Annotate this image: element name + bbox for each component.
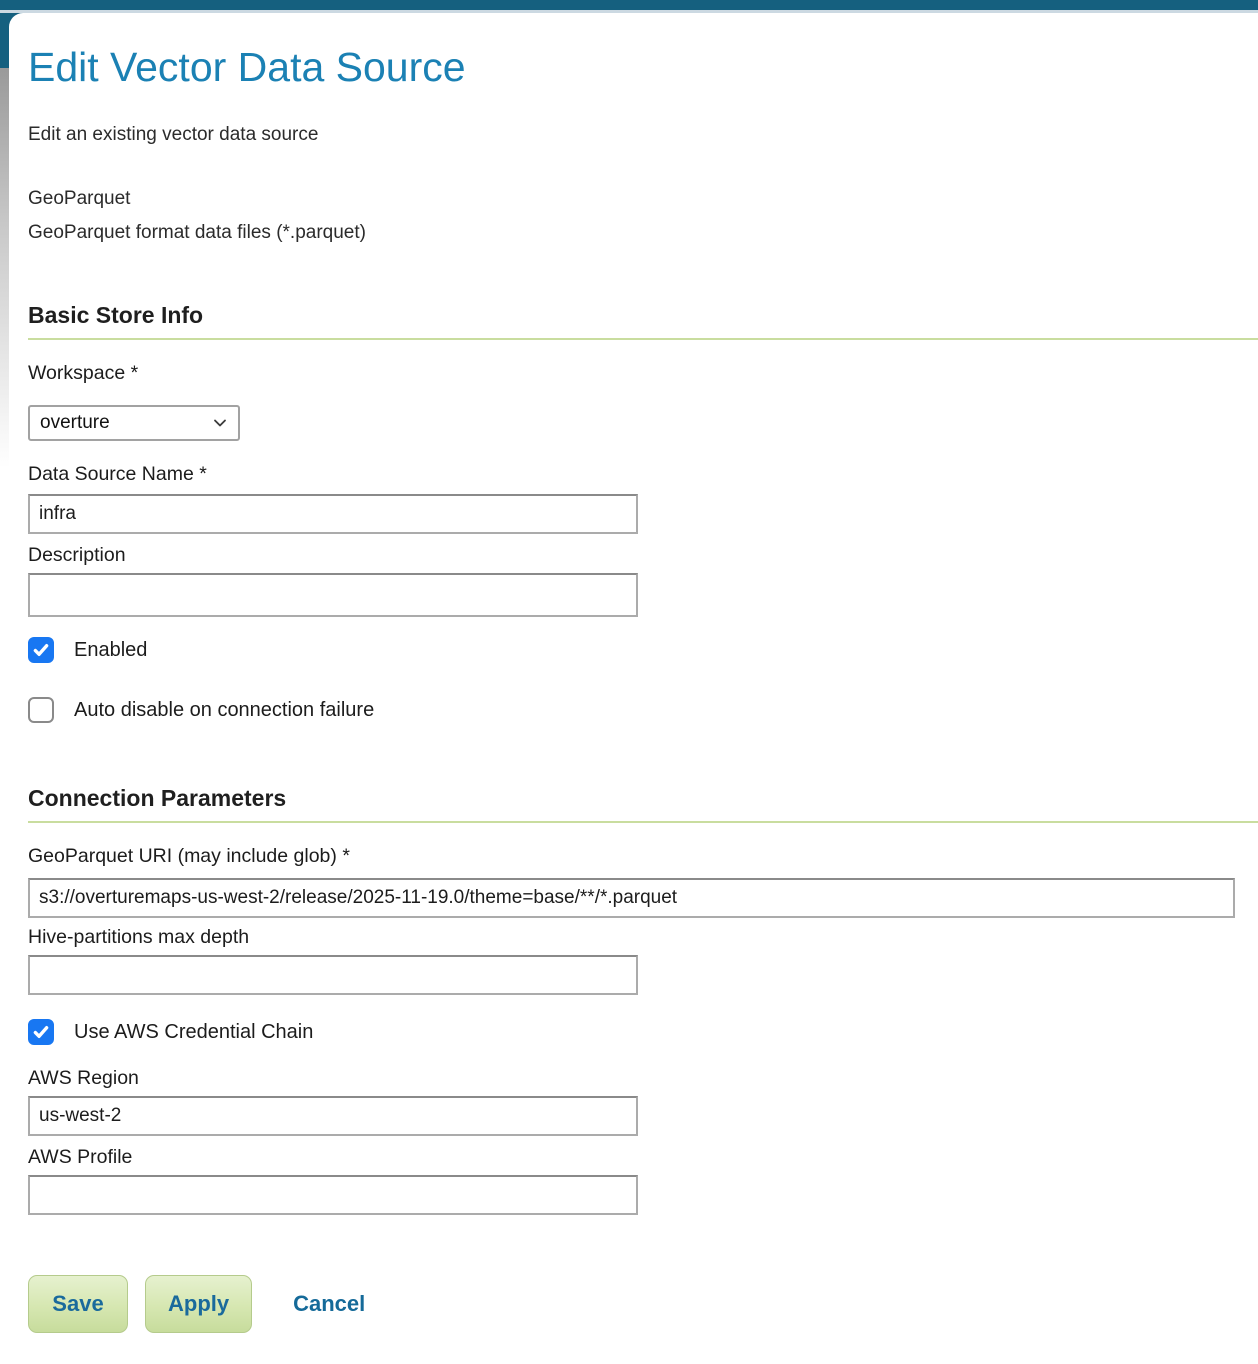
aws-region-label: AWS Region [28, 1067, 139, 1089]
datastore-format-info [28, 182, 1235, 250]
hive-partitions-input[interactable] [28, 955, 638, 995]
geoparquet-uri-input[interactable] [28, 878, 1235, 918]
checkmark-icon [32, 1023, 50, 1041]
aws-credential-label: Use AWS Credential Chain [74, 1020, 314, 1043]
aws-profile-input[interactable] [28, 1175, 638, 1215]
enabled-checkbox[interactable] [28, 637, 54, 663]
cancel-link[interactable]: Cancel [293, 1291, 366, 1316]
data-source-name-label: Data Source Name * [28, 463, 207, 485]
section-divider [28, 338, 1258, 340]
panel-left-shadow [0, 68, 9, 468]
workspace-select[interactable] [28, 405, 240, 441]
form-actions [28, 1275, 1235, 1333]
aws-profile-label: AWS Profile [28, 1146, 133, 1168]
header-bar [0, 0, 1258, 10]
geoparquet-uri-label: GeoParquet URI (may include glob) * [28, 845, 350, 867]
auto-disable-checkbox-row [28, 697, 1235, 723]
page-title: Edit Vector Data Source [28, 44, 466, 90]
chevron-down-icon [210, 413, 230, 433]
hive-partitions-label: Hive-partitions max depth [28, 926, 250, 948]
section-heading-basic-store-info: Basic Store Info [28, 302, 204, 328]
data-source-name-input[interactable] [28, 494, 638, 534]
auto-disable-checkbox[interactable] [28, 697, 54, 723]
format-name: GeoParquet [28, 188, 131, 209]
description-input[interactable] [28, 573, 638, 617]
page-subtitle: Edit an existing vector data source [28, 124, 319, 145]
content-panel [9, 13, 1258, 1364]
description-label: Description [28, 544, 126, 566]
format-description: GeoParquet format data files (*.parquet) [28, 222, 366, 243]
section-divider [28, 821, 1258, 823]
auto-disable-label: Auto disable on connection failure [74, 698, 375, 721]
aws-credential-checkbox[interactable] [28, 1019, 54, 1045]
save-button[interactable]: Save [28, 1275, 128, 1333]
workspace-label: Workspace * [28, 362, 139, 384]
section-heading-connection-parameters: Connection Parameters [28, 785, 287, 811]
workspace-selected-value: overture [40, 412, 110, 433]
enabled-checkbox-row [28, 637, 1235, 663]
apply-button[interactable]: Apply [145, 1275, 252, 1333]
aws-region-input[interactable] [28, 1096, 638, 1136]
checkmark-icon [32, 641, 50, 659]
aws-credential-checkbox-row [28, 1019, 1235, 1045]
enabled-label: Enabled [74, 638, 148, 661]
